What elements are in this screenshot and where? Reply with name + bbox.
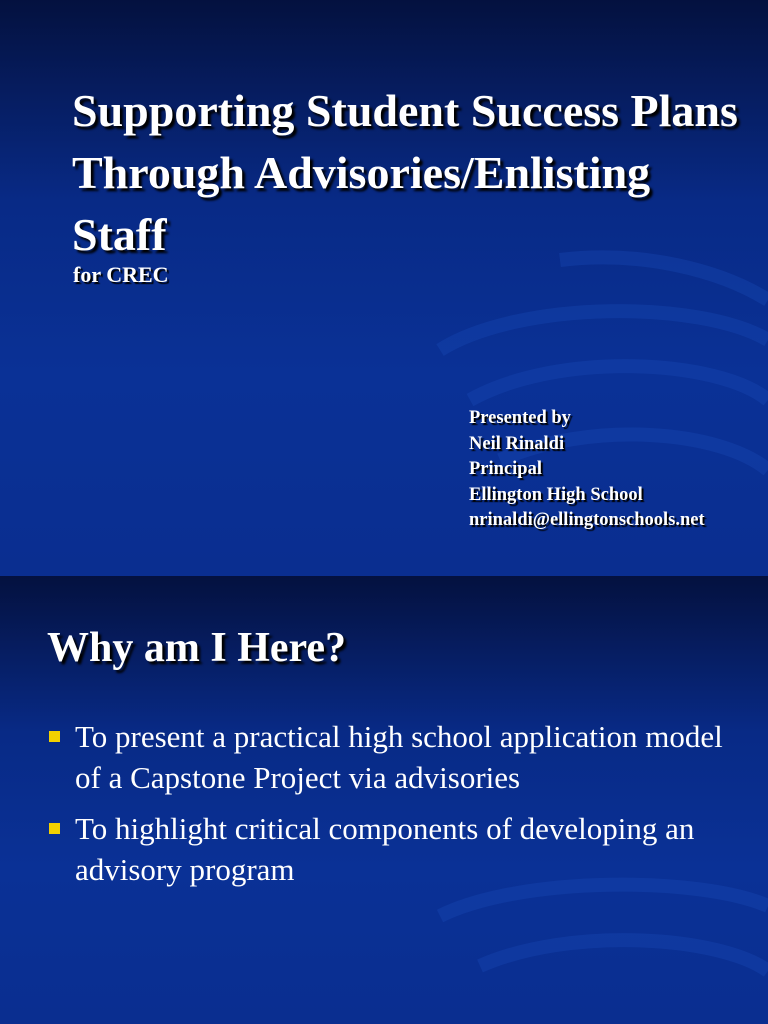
bullet-text: To present a practical high school application model of a Capstone Project via advisories: [75, 719, 723, 795]
bullet-item: [47, 716, 737, 798]
slide-subtitle: for CREC: [73, 262, 169, 287]
content-slide: [0, 576, 768, 1024]
presenter-role: Principal: [469, 459, 542, 479]
presenter-label: Presented by: [469, 408, 571, 428]
bullet-list: [47, 716, 737, 900]
presenter-info: [469, 406, 705, 534]
slide-heading: Why am I Here?: [47, 625, 347, 671]
slide-title: Supporting Student Success Plans Through Advisories/Enlisting Staff: [72, 85, 738, 260]
bullet-text: To highlight critical components of developing an advisory program: [75, 811, 695, 887]
presenter-name: Neil Rinaldi: [469, 433, 565, 454]
presenter-email: nrinaldi@ellingtonschools.net: [469, 510, 705, 530]
square-bullet-icon: [49, 731, 60, 742]
bullet-item: [47, 808, 737, 890]
presenter-school: Ellington High School: [469, 484, 643, 505]
square-bullet-icon: [49, 823, 60, 834]
